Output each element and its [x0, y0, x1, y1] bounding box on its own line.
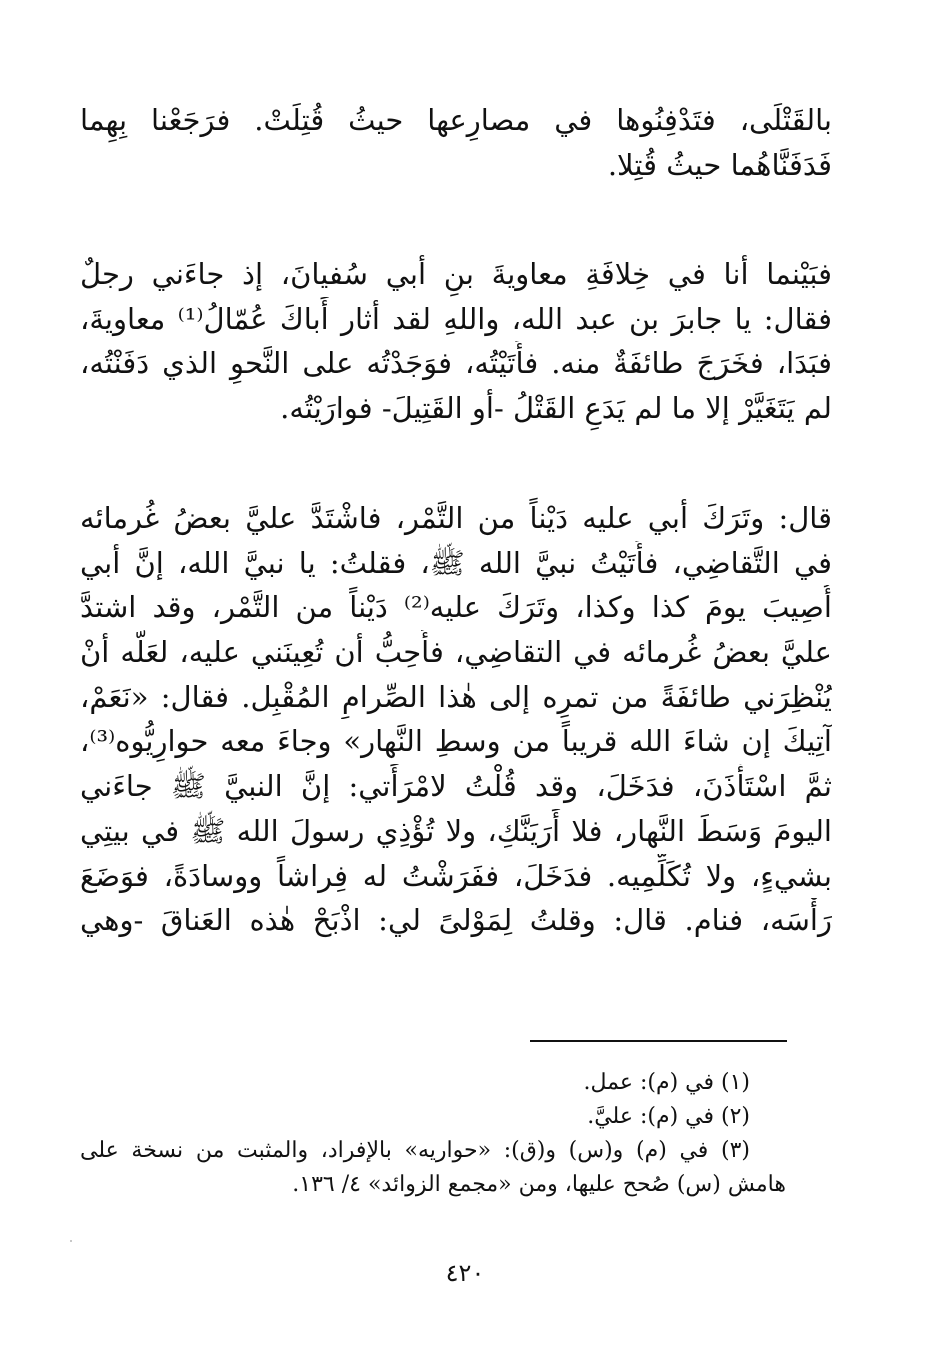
text-line: فقال: يا جابرَ بن عبد الله، واللهِ لقد أثار أَباكَ عُمّالُ⁽¹⁾ معاويةَ،: [80, 301, 832, 336]
text-line: في التَّقاضِي، فأَتَيْتُ نبيَّ الله ﷺ، فقلتُ: يا نبيَّ الله، إنَّ أبي: [80, 545, 832, 580]
scan-artifact: [70, 1240, 72, 1242]
text-line: فَدَفَنَّاهُما حيثُ قُتِلا.: [607, 147, 832, 182]
footnote-1: (١) في (م): عمل.: [583, 1070, 750, 1095]
paragraph-2: [80, 252, 832, 431]
footnotes: [80, 1066, 786, 1202]
footnote-3: (٣) في (م) و(س) و(ق): «حواريه» بالإفراد، والمثبت من نسخة على: [80, 1138, 750, 1163]
text-line: قال: وتَرَكَ أبي عليه دَيْناً من التَّمْر، فاشْتَدَّ عليَّ بعضُ غُرمائه: [80, 501, 832, 535]
text-line: رَأْسَه، فنام. قال: وقلتُ لِمَوْلىً لي: اذْبَحْ هٰذه العَناقَ -وهي: [80, 903, 832, 938]
text-line: اليومَ وَسَطَ النَّهار، فلا أَرَيَنَّكِ، ولا تُؤْذِي رسولَ الله ﷺ في بيتِي: [80, 813, 832, 848]
text-line: آتِيكَ إن شاءَ الله قريباً من وسطِ النَّهار» وجاءَ معه حوارِيُّوه⁽³⁾،: [80, 724, 832, 759]
text-line: بالقَتْلَى، فتَدْفِنُوها في مصارِعها حيثُ قُتِلَتْ. فرَجَعْنا بِهِما: [80, 103, 832, 137]
text-line: ثمَّ اسْتَأْذَنَ، فدَخَلَ، وقد قُلْتُ لامْرَأَتي: إنَّ النبيَّ ﷺ جاءَني: [80, 769, 832, 804]
text-line: بشيءٍ، ولا تُكَلِّمِيه. فدَخَلَ، ففَرَشْتُ له فِراشاً ووسادَةً، فوَضَعَ: [80, 858, 832, 893]
footnote-separator: [530, 1040, 787, 1042]
text-line: عليَّ بعضُ غُرمائه في التقاضِي، فأُحِبُّ أن تُعِينَني عليه، لعَلَّه أنْ: [80, 635, 832, 670]
page-number: ٤٢٠: [445, 1259, 485, 1287]
footnote-3-continuation: هامش (س) صُحح عليها، ومن «مجمع الزوائد» ٤/ ١٣٦.: [292, 1172, 786, 1197]
text-line: يُنْظِرَني طائفَةً من تمرِه إلى هٰذا الصِّرامِ المُقْبِل. فقال: «نَعَمْ،: [80, 679, 832, 714]
paragraph-3: [80, 496, 832, 943]
text-line: فبَدَا، فخَرَجَ طائفَةٌ منه. فأَتَيْتُه، فوَجَدْتُه على النَّحوِ الذي دَفَنْتُه،: [80, 346, 832, 381]
paragraph-1: [80, 98, 832, 187]
text-line: أُصِيبَ يومَ كذا وكذا، وتَرَكَ عليه⁽²⁾ دَيْناً من التَّمْر، وقد اشتدَّ: [80, 590, 832, 625]
text-line: لم يَتَغَيَّرْ إلا ما لم يَدَعِ القَتْلُ -أو القَتِيلَ- فوارَيْتُه.: [280, 391, 832, 426]
footnote-2: (٢) في (م): عليَّ.: [587, 1104, 750, 1129]
text-line: فبَيْنما أنا في خِلافَةِ معاويةَ بنِ أبي سُفيانَ، إذ جاءَني رجلٌ: [80, 257, 832, 291]
